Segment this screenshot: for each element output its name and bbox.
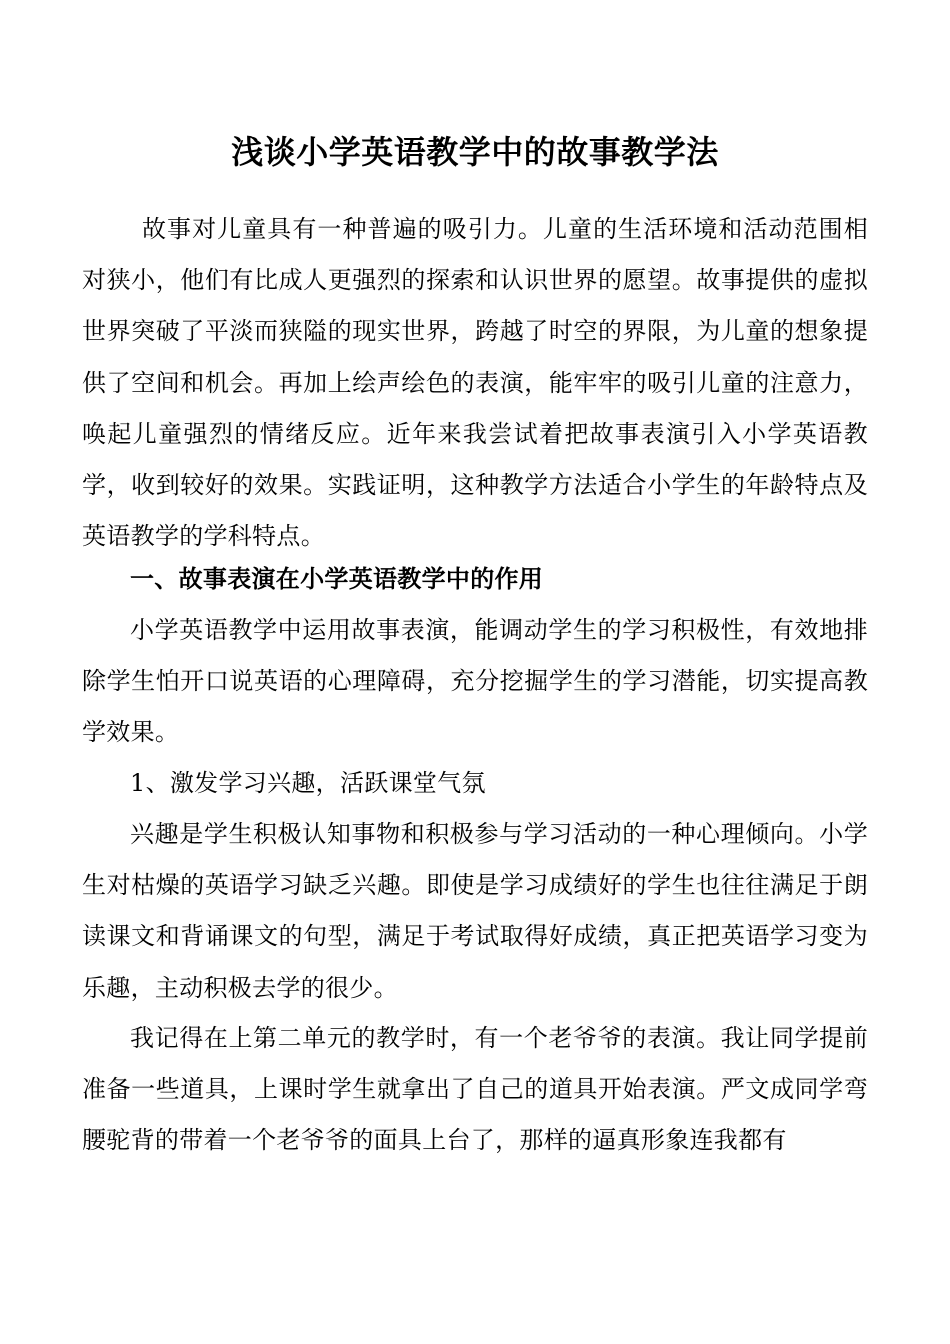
document-title: 浅谈小学英语教学中的故事教学法 (231, 133, 719, 171)
intro-paragraph: 故事对儿童具有一种普遍的吸引力。儿童的生活环境和活动范围相对狭小，他们有比成人更强烈的探索和认识世界的愿望。故事提供的虚拟世界突破了平淡而狭隘的现实世界，跨越了时空的界限，为儿童的想象提供了空间和机会。再加上绘声绘色的表演，能牢牢的吸引儿童的注意力，唤起儿童强烈的情绪反应。近年来我尝试着把故事表演引入小学英语教学，收到较好的效果。实践证明，这种教学方法适合小学生的年龄特点及英语教学的学科特点。 (82, 215, 868, 551)
subsection-paragraph: 我记得在上第二单元的教学时，有一个老爷爷的表演。我让同学提前准备一些道具，上课时学生就拿出了自己的道具开始表演。严文成同学弯腰驼背的带着一个老爷爷的面具上台了，那样的逼真形象连我都有 (82, 1024, 868, 1155)
subsection-heading: 1、激发学习兴趣，活跃课堂气氛 (130, 769, 486, 797)
section-heading: 一、故事表演在小学英语教学中的作用 (130, 564, 544, 593)
subsection-paragraph: 兴趣是学生积极认知事物和积极参与学习活动的一种心理倾向。小学生对枯燥的英语学习缺乏兴趣。即使是学习成绩好的学生也往往满足于朗读课文和背诵课文的句型，满足于考试取得好成绩，真正把英语学习变为乐趣，主动积极去学的很少。 (82, 820, 868, 1002)
section-paragraph: 小学英语教学中运用故事表演，能调动学生的学习积极性，有效地排除学生怕开口说英语的心理障碍，充分挖掘学生的学习潜能，切实提高教学效果。 (82, 616, 868, 747)
